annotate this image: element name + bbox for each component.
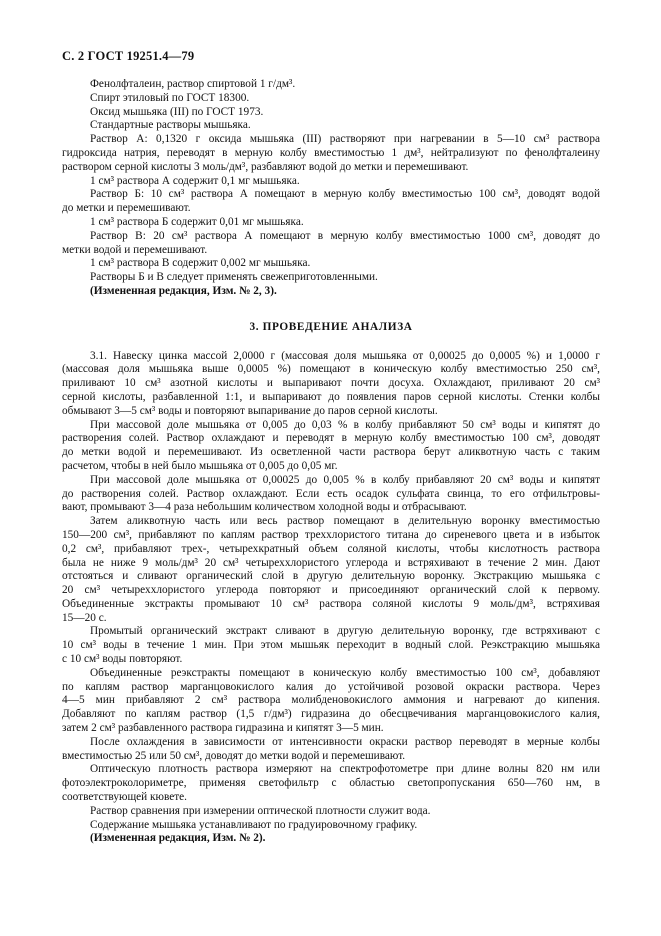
text-line: серной кислоты, разбавленной 1:1, и выпаривают до появления паров серной кислоты. Стенки колбы [62, 390, 600, 403]
text-line: 4—5 мин прибавляют 2 см³ раствора молибденовокислого аммония и нагревают до кипения. [62, 694, 600, 707]
text-line: 0,2 см³, прибавляют трех-, четырехкратный объем соляной кислоты, чтобы кислотность раствора [62, 542, 600, 555]
text-line: до метки и перемешивают. [62, 202, 191, 215]
text-line: обмывают 3—5 см³ воды и повторяют выпаривание до паров серной кислоты. [62, 404, 438, 417]
text-line: с 10 см³ воды повторяют. [62, 653, 183, 666]
text-line: Объединенные экстракты промывают 10 см³ раствора соляной кислоты 9 моль/дм³, встряхивая [62, 597, 600, 610]
text-line: затем 2 см³ разбавленного раствора гидразина и кипятят 3—5 мин. [62, 722, 384, 735]
text-line: Раствор сравнения при измерении оптической плотности служит вода. [90, 804, 431, 817]
text-line: 150—200 см³, прибавляют по каплям раствор треххлористого титана до сиреневого цвета и в избыток [62, 528, 600, 541]
text-line: Стандартные растворы мышьяка. [90, 119, 251, 132]
text-line: растворения солей. Раствор охлаждают и переводят в мерную колбу вместимостью 100 см³, доводят [62, 432, 600, 445]
text-line: 3.1. Навеску цинка массой 2,0000 г (массовая доля мышьяка от 0,00025 до 0,0005 %) и 1,0000 г [90, 349, 600, 362]
revision-note: (Измененная редакция, Изм. № 2, 3). [90, 284, 277, 297]
text-line: Промытый органический экстракт сливают в другую делительную воронку, где встряхивают с [90, 625, 600, 638]
text-line: 15—20 с. [62, 611, 107, 624]
text-line: отстояться и сливают органический слой в другую делительную воронку. Экстракцию мышьяка с [62, 570, 600, 583]
text-line: Спирт этиловый по ГОСТ 18300. [90, 91, 250, 104]
text-line: 1 см³ раствора Б содержит 0,01 мг мышьяка. [90, 215, 304, 228]
text-line: Раствор В: 20 см³ раствора А помещают в мерную колбу вместимостью 1000 см³, доводят до [90, 229, 600, 242]
text-line: 1 см³ раствора В содержит 0,002 мг мышьяка. [90, 257, 311, 270]
text-line: Объединенные реэкстракты помещают в коническую колбу вместимостью 100 см³, добавляют [90, 666, 600, 679]
text-line: расчетом, чтобы в ней было мышьяка от 0,005 до 0,05 мг. [62, 459, 338, 472]
text-line: (массовая доля мышьяка выше 0,0005 %) помещают в коническую колбу вместимостью 250 см³, [62, 363, 600, 376]
text-line: гидроксида натрия, переводят в мерную колбу вместимостью 1 дм³, нейтрализуют по фенолфталеину [62, 146, 600, 159]
text-line: Оптическую плотность раствора измеряют на спектрофотометре при длине волны 820 нм или [90, 763, 600, 776]
text-line: Раствор А: 0,1320 г оксида мышьяка (III) растворяют при нагревании в 5—10 см³ раствора [90, 133, 600, 146]
text-line: фотоэлектроколориметре, применяя светофильтр с областью светопропускания 650—760 нм, в [62, 777, 600, 790]
text-line: 1 см³ раствора А содержит 0,1 мг мышьяка. [90, 174, 300, 187]
text-line: была не ниже 9 моль/дм³ 20 см³ четыреххлористого углерода и встряхивают в течение 2 мин. Дают [62, 556, 600, 569]
text-line: При массовой доле мышьяка от 0,005 до 0,03 % в колбу прибавляют 50 см³ воды и кипятят до [90, 418, 600, 431]
section-title: 3. ПРОВЕДЕНИЕ АНАЛИЗА [249, 320, 413, 333]
text-line: вают, промывают 3—4 раза небольшим количеством холодной воды и отбрасывают. [62, 501, 467, 514]
text-line: вместимостью 25 или 50 см³, доводят до метки водой и перемешивают. [62, 749, 406, 762]
text-line: Оксид мышьяка (III) по ГОСТ 1973. [90, 105, 264, 118]
text-line: приливают 10 см³ азотной кислоты и выпаривают почти досуха. Охлаждают, приливают 20 см³ [62, 377, 600, 390]
text-line: 10 см³ воды в течение 1 мин. При этом мышьяк переходит в водный слой. Реэкстракцию мышьяка [62, 639, 600, 652]
page-header: С. 2 ГОСТ 19251.4—79 [62, 49, 195, 63]
text-line: Добавляют по каплям раствор (1,5 г/дм³) гидразина до обесцвечивания марганцовокислого калия, [62, 708, 600, 721]
text-line: Фенолфталеин, раствор спиртовой 1 г/дм³. [90, 78, 296, 90]
text-line: раствором серной кислоты 3 моль/дм³, разбавляют водой до метки и перемешивают. [62, 160, 469, 173]
text-line: Содержание мышьяка устанавливают по градуировочному графику. [90, 818, 418, 831]
text-line: метки водой и перемешивают. [62, 243, 208, 256]
text-line: до растворения солей. Раствор охлаждают. Если есть осадок сульфата свинца, то его отфильтровы- [62, 487, 600, 500]
text-line: соответствующей кювете. [62, 791, 188, 804]
text-line: по каплям раствор марганцовокислого калия до устойчивой розовой окраски раствора. Через [62, 680, 600, 693]
text-line: Растворы Б и В следует применять свежеприготовленными. [90, 271, 378, 284]
text-line: 20 см³ четыреххлористого углерода повторяют и присоединяют органический слой к первому. [62, 584, 600, 597]
text-line: Раствор Б: 10 см³ раствора А помещают в мерную колбу вместимостью 100 см³, доводят водой [90, 188, 600, 201]
text-line: до метки водой и перемешивают. Из осветленной части раствора берут аликвотную часть с таким [62, 446, 600, 459]
text-line: Затем аликвотную часть или весь раствор помещают в делительную воронку вместимостью [90, 515, 600, 528]
text-line: После охлаждения в зависимости от интенсивности окраски раствор переводят в мерные колбы [90, 735, 600, 748]
body-text [62, 78, 600, 846]
revision-note: (Измененная редакция, Изм. № 2). [90, 832, 266, 845]
text-line: При массовой доле мышьяка от 0,00025 до 0,005 % в колбу прибавляют 20 см³ воды и кипятят [90, 473, 600, 486]
